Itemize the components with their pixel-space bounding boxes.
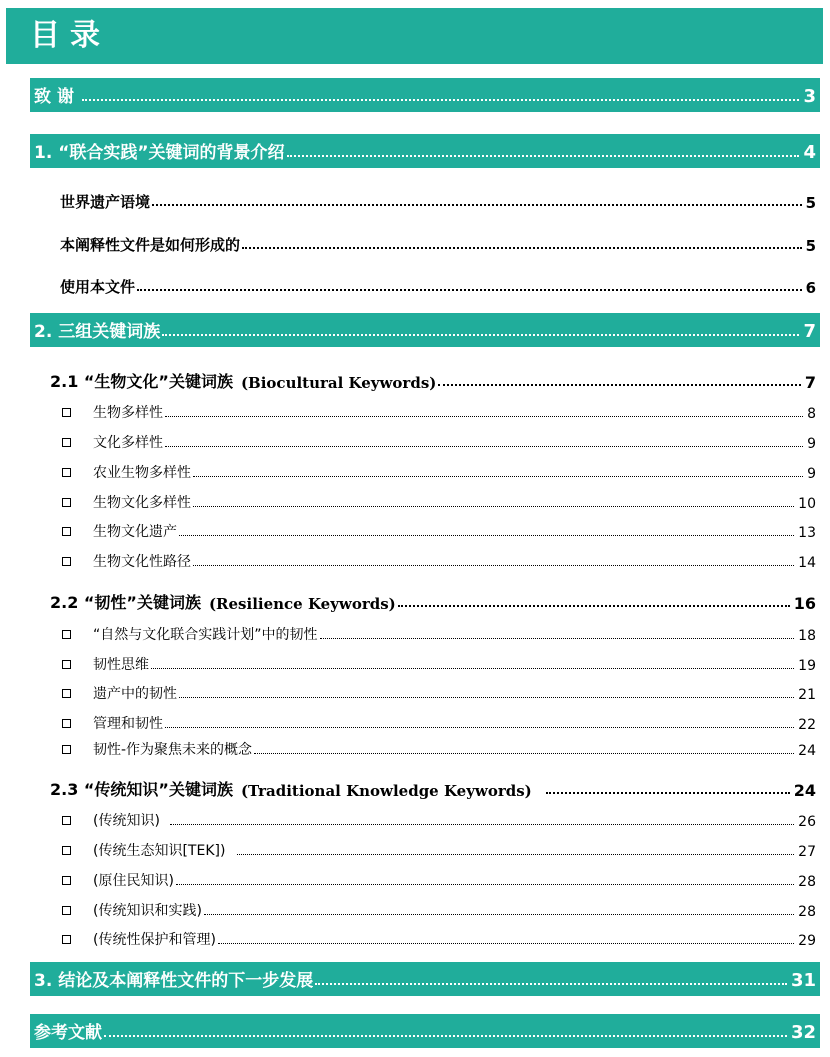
toc-item[interactable] [62,735,820,759]
checkbox-icon [62,498,71,507]
toc-item[interactable] [62,679,820,703]
toc-item[interactable] [62,517,820,541]
toc-item-title: 管理和韧性 [93,716,163,732]
toc-item[interactable] [62,896,820,920]
toc-section-1-page: 4 [803,142,816,163]
toc-group-2-1-en: (Biocultural Keywords) [240,374,437,392]
toc-item[interactable] [62,836,820,860]
checkbox-icon [62,557,71,566]
toc-leader [287,155,800,157]
toc-item[interactable] [62,866,820,890]
toc-sub-2-title: 本阐释性文件是如何形成的 [60,236,241,254]
toc-leader [193,565,794,566]
toc-item-title: 生物多样性 [93,405,163,421]
toc-references-page: 32 [790,1022,816,1043]
checkbox-icon [62,630,71,639]
toc-leader [315,983,787,985]
toc-leader [218,943,794,944]
toc-group-2-1-page: 7 [804,373,816,392]
toc-group-2-2[interactable] [50,587,820,613]
toc-leader [151,668,794,669]
toc-item-page: 24 [798,743,816,759]
checkbox-icon [62,468,71,477]
toc-item-page: 9 [807,466,816,482]
toc-item-page: 21 [798,687,816,703]
toc-leader [179,697,794,698]
toc-item[interactable] [62,806,820,830]
checkbox-icon [62,816,71,825]
header-bar [6,8,823,64]
toc-sub-3[interactable] [60,271,820,297]
toc-group-2-1[interactable] [50,366,820,392]
toc-group-2-2-en: (Resilience Keywords) [208,595,396,613]
toc-item-title: 韧性思维 [93,657,149,673]
toc-item-title: (传统性保护和管理) [93,932,216,948]
toc-leader [438,384,800,386]
toc-section-1-title: 1. “联合实践”关键词的背景介绍 [34,143,285,163]
toc-leader [242,247,802,249]
toc-sub-3-page: 6 [805,279,816,297]
toc-ack[interactable] [30,78,820,112]
toc-item[interactable] [62,458,820,482]
checkbox-icon [62,408,71,417]
toc-item-title: 文化多样性 [93,435,163,451]
toc-item-page: 8 [807,406,816,422]
toc-item[interactable] [62,547,820,571]
toc-references-title: 参考文献 [34,1023,102,1043]
toc-section-3-title: 3. 结论及本阐释性文件的下一步发展 [34,971,314,991]
toc-sub-1-title: 世界遗产语境 [60,193,151,211]
toc-item-page: 10 [798,496,816,512]
toc-group-2-3-en: (Traditional Knowledge Keywords) [240,782,532,800]
checkbox-icon [62,906,71,915]
toc-leader [165,727,794,728]
toc-leader [82,99,799,101]
toc-leader [152,204,802,206]
toc-item-page: 28 [798,874,816,890]
toc-item[interactable] [62,398,820,422]
toc-leader [254,753,794,754]
toc-item-page: 26 [798,814,816,830]
toc-item-page: 18 [798,628,816,644]
checkbox-icon [62,438,71,447]
checkbox-icon [62,745,71,754]
toc-leader [162,334,799,336]
toc-leader [237,854,794,855]
toc-group-2-3[interactable] [50,774,820,800]
toc-leader [137,289,802,291]
checkbox-icon [62,660,71,669]
toc-sub-2-page: 5 [805,237,816,255]
toc-leader [176,884,794,885]
toc-group-2-2-page: 16 [793,594,816,613]
toc-item[interactable] [62,709,820,733]
checkbox-icon [62,876,71,885]
toc-leader [320,638,795,639]
toc-item-page: 13 [798,525,816,541]
toc-section-2-title: 2. 三组关键词族 [34,322,161,342]
toc-sub-1[interactable] [60,186,820,212]
toc-item[interactable] [62,620,820,644]
checkbox-icon [62,719,71,728]
toc-item-title: “自然与文化联合实践计划”中的韧性 [93,627,318,643]
toc-ack-page: 3 [803,86,816,107]
toc-item-page: 28 [798,904,816,920]
toc-item[interactable] [62,925,820,949]
toc-item-title: 韧性-作为聚焦未来的概念 [93,742,253,758]
toc-leader [193,506,794,507]
page-title: 目录 [30,18,110,53]
toc-item-title: (传统知识和实践) [93,903,202,919]
checkbox-icon [62,689,71,698]
toc-item[interactable] [62,428,820,452]
toc-item[interactable] [62,650,820,674]
checkbox-icon [62,846,71,855]
toc-item-title: (传统生态知识[TEK]) [93,843,226,859]
toc-item-title: (传统知识) [93,813,160,829]
toc-ack-title: 致谢 [34,87,80,107]
toc-section-1[interactable] [30,134,820,168]
toc-item-title: 遗产中的韧性 [93,686,177,702]
checkbox-icon [62,935,71,944]
toc-item-title: 生物文化多样性 [93,495,191,511]
toc-leader [398,605,790,607]
toc-group-2-1-title: 2.1 “生物文化”关键词族 [50,372,233,391]
toc-item-page: 29 [798,933,816,949]
toc-leader [170,824,794,825]
toc-section-2-page: 7 [803,321,816,342]
toc-sub-3-title: 使用本文件 [60,278,136,296]
toc-leader [165,446,803,447]
toc-item-page: 22 [798,717,816,733]
toc-item-title: 农业生物多样性 [93,465,191,481]
toc-section-3[interactable] [30,962,820,996]
toc-section-2[interactable] [30,313,820,347]
toc-item-page: 19 [798,658,816,674]
toc-item-page: 14 [798,555,816,571]
toc-group-2-3-title: 2.3 “传统知识”关键词族 [50,780,233,799]
toc-item-title: 生物文化性路径 [93,554,191,570]
toc-leader [204,914,794,915]
toc-group-2-3-page: 24 [793,781,816,800]
toc-sub-2[interactable] [60,229,820,255]
toc-item[interactable] [62,488,820,512]
toc-leader [546,792,790,794]
toc-references[interactable] [30,1014,820,1048]
checkbox-icon [62,527,71,536]
toc-leader [179,535,794,536]
toc-section-3-page: 31 [790,970,816,991]
toc-sub-1-page: 5 [805,194,816,212]
toc-item-page: 27 [798,844,816,860]
toc-group-2-2-title: 2.2 “韧性”关键词族 [50,593,201,612]
toc-item-title: 生物文化遗产 [93,524,177,540]
toc-leader [104,1035,787,1037]
toc-item-title: (原住民知识) [93,873,174,889]
toc-leader [165,416,803,417]
toc-item-page: 9 [807,436,816,452]
toc-leader [193,476,803,477]
